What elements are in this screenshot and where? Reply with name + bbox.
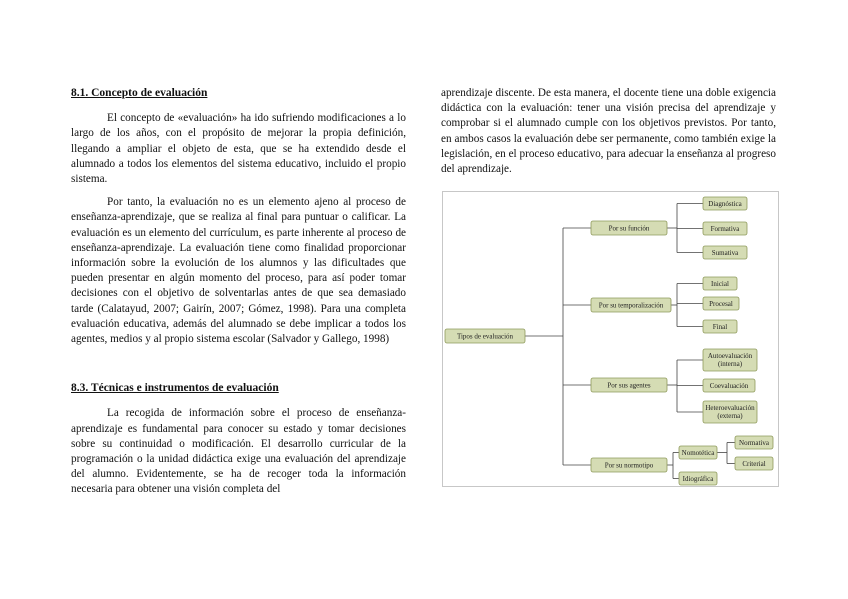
leaf-sumativa — [703, 246, 747, 259]
branch-label: Por su temporalización — [598, 301, 664, 310]
leaf-autoevaluacion — [703, 349, 757, 371]
leaf-label: Diagnóstica — [708, 200, 742, 208]
leaf-procesal — [703, 297, 739, 310]
branch-funcion — [591, 221, 667, 235]
evaluation-types-diagram — [442, 191, 779, 487]
leaf-inicial — [703, 277, 737, 290]
leaf-label: Inicial — [711, 280, 729, 288]
leaf-idiografica — [679, 472, 717, 485]
leaf-final — [703, 320, 737, 333]
left-column — [71, 86, 406, 498]
section-heading-tecnicas: 8.3. Técnicas e instrumentos de evaluación — [71, 382, 279, 395]
root-label: Tipos de evaluación — [456, 332, 514, 341]
branch-label: Por su normotipo — [604, 461, 654, 470]
leaf-label: Idiográfica — [682, 475, 714, 483]
leaf-label: Heteroevaluación (externa) — [705, 404, 755, 420]
root-node — [445, 329, 525, 343]
branch-label: Por su función — [608, 224, 650, 233]
branch-agentes — [591, 378, 667, 392]
section-heading-concepto: 8.1. Concepto de evaluación — [71, 87, 208, 99]
branch-temporalizacion — [591, 298, 671, 312]
paragraph: La recogida de información sobre el proceso de enseñanza-aprendizaje es fundamental para conocer su estado y tomar decisiones sobre su continuidad o modificación. El desarrollo curricular de la programación o la unidad didáctica exige una evaluación del aprendizaje del alumno. Evidentemente, se ha de recoger toda la información necesaria para obtener una visión completa del — [71, 407, 406, 496]
leaf-label: Normativa — [739, 439, 769, 447]
leaf-criterial — [735, 457, 773, 470]
paragraph: aprendizaje discente. De esta manera, el docente tiene una doble exigencia didáctica con la evaluación: tener una visión precisa del aprendizaje y comprobar si el alumnado cumple con los objetivos previstos. Por tanto, en ambos casos la evaluación debe ser permanente, como también exige la legislación, en el proceso educativo, para adecuar la enseñanza al progreso del aprendizaje. — [441, 87, 776, 176]
paragraph: El concepto de «evaluación» ha ido sufriendo modificaciones a lo largo de los años, con el propósito de mejorar la propia definición, llegando a ampliar el objeto de esta, que se ha extendido desde el alumnado a todos los elementos del sistema educativo, incluido el propio sistema. — [71, 112, 406, 186]
leaf-label: Nomotética — [681, 449, 715, 457]
leaf-normativa — [735, 436, 773, 449]
leaf-diagnostica — [703, 197, 747, 210]
leaf-coevaluacion — [703, 379, 755, 392]
leaf-formativa — [703, 222, 747, 235]
leaf-label: Autoevaluación (interna) — [707, 352, 753, 368]
leaf-nomotetica — [679, 446, 717, 459]
leaf-label: Criterial — [742, 460, 766, 468]
paragraph: Por tanto, la evaluación no es un elemento ajeno al proceso de enseñanza-aprendizaje, que se realiza al final para puntuar o calificar. La evaluación es un elemento del currículum, es parte inherente al proceso de enseñanza-aprendizaje. La evaluación tiene como finalidad proporcionar información sobre la evolución de los alumnos y las dificultades que pueden presentar en algún momento del proceso, para así poder tomar decisiones con el objetivo de solventarlas antes de que sea demasiado tarde (Calatayud, 2007; Gairín, 2007; Gómez, 1998). Para una completa evaluación educativa, además del alumnado se debe implicar a todos los agentes, medios y al propio sistema escolar (Salvador y Gallego, 1998) — [71, 196, 406, 346]
leaf-label: Final — [712, 323, 728, 331]
diagram-svg — [443, 192, 778, 486]
right-column — [441, 86, 776, 177]
leaf-heteroevaluacion — [703, 401, 757, 423]
branch-normotipo — [591, 458, 667, 472]
leaf-label: Coevaluación — [709, 382, 749, 390]
leaf-label: Procesal — [709, 300, 733, 308]
connector-lines — [525, 204, 735, 479]
leaf-label: Formativa — [710, 225, 740, 233]
branch-label: Por sus agentes — [607, 381, 651, 390]
leaf-label: Sumativa — [711, 249, 739, 257]
